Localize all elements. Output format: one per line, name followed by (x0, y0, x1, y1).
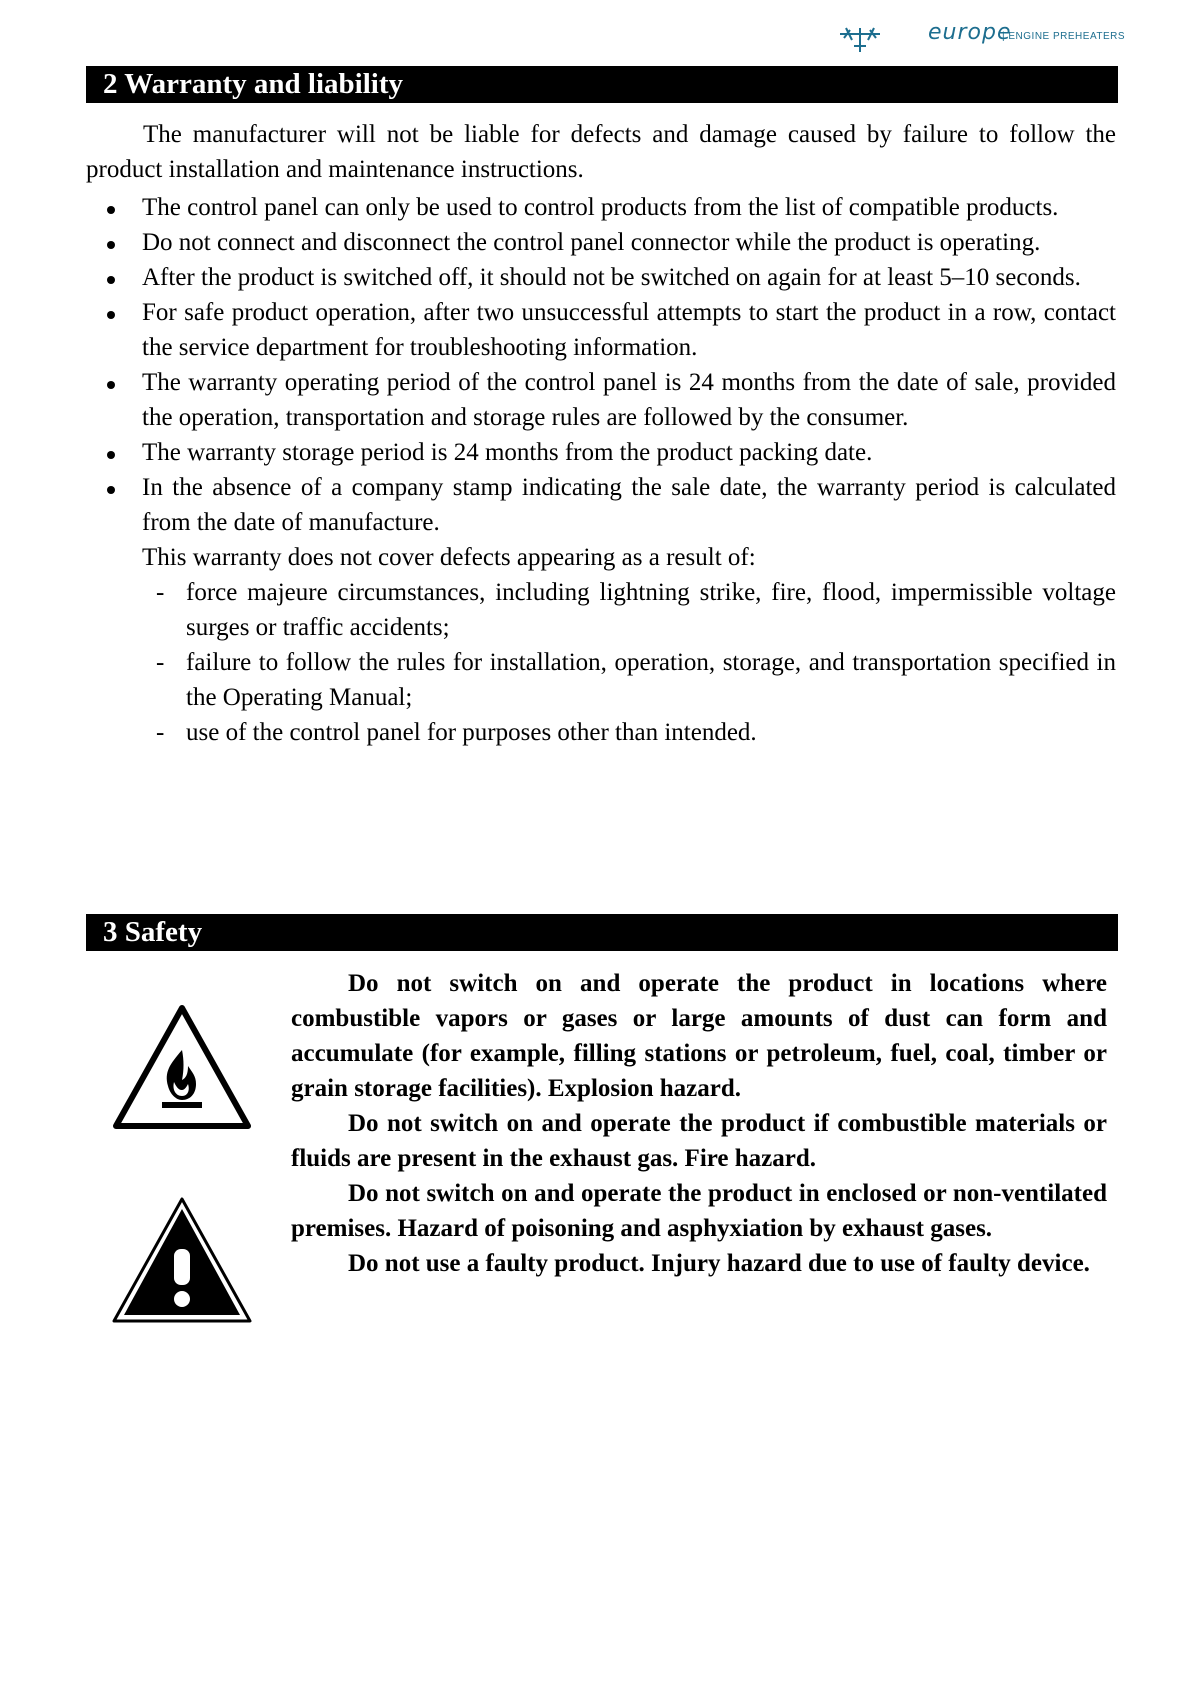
bullet-icon (107, 381, 115, 389)
dash-marker: - (156, 649, 165, 676)
safety-warnings (291, 966, 1107, 1281)
list-item: For safe product operation, after two unsuccessful attempts to start the product in a row, contact the service department for troubleshooting information. (86, 295, 1116, 365)
logo-tagline: | ENGINE PREHEATERS (1002, 31, 1126, 42)
safety-warning-explosion: Do not switch on and operate the product in locations where combustible vapors or gases or large amounts of dust can form and accumulate (for example, filling stations or petroleum, fuel, coal, timber or grain storage facilities). Explosion hazard. (291, 970, 1107, 1102)
dash-marker: - (156, 719, 165, 746)
snowflake-logo-icon (836, 26, 884, 52)
dash-marker: - (156, 579, 165, 606)
not-covered-list (86, 575, 1116, 750)
list-item: After the product is switched off, it should not be switched on again for at least 5–10 seconds. (86, 260, 1116, 295)
list-item: In the absence of a company stamp indicating the sale date, the warranty period is calculated from the date of manufacture. (86, 470, 1116, 540)
bullet-icon (107, 311, 115, 319)
list-item: - failure to follow the rules for installation, operation, storage, and transportation specified in the Operating Manual; (86, 645, 1116, 715)
list-item: - use of the control panel for purposes other than intended. (86, 715, 1116, 750)
bullet-icon (107, 451, 115, 459)
list-item: The control panel can only be used to control products from the list of compatible products. (86, 190, 1116, 225)
bullet-icon (107, 206, 115, 214)
flammable-warning-icon (110, 1002, 254, 1132)
general-warning-icon (110, 1195, 254, 1327)
bullet-icon (107, 276, 115, 284)
list-item: The warranty operating period of the control panel is 24 months from the date of sale, provided the operation, transportation and storage rules are followed by the consumer. (86, 365, 1116, 435)
not-covered-intro: This warranty does not cover defects appearing as a result of: (142, 544, 756, 571)
warranty-bullet-list (86, 190, 1116, 750)
list-item: Do not connect and disconnect the control panel connector while the product is operating. (86, 225, 1116, 260)
bullet-icon (107, 486, 115, 494)
list-item: The warranty storage period is 24 months from the product packing date. (86, 435, 1116, 470)
logo-wordmark: europe (928, 20, 1012, 45)
safety-warning-fire: Do not switch on and operate the product if combustible materials or fluids are present in the exhaust gas. Fire hazard. (291, 1110, 1107, 1172)
list-item: - force majeure circumstances, including lightning strike, fire, flood, impermissible voltage surges or traffic accidents; (86, 575, 1116, 645)
safety-warning-injury: Do not use a faulty product. Injury hazard due to use of faulty device. (348, 1250, 1090, 1277)
warranty-intro-text: The manufacturer will not be liable for defects and damage caused by failure to follow the product installation and maintenance instructions. (86, 121, 1116, 183)
warranty-intro (86, 117, 1116, 187)
safety-warning-poisoning: Do not switch on and operate the product in enclosed or non-ventilated premises. Hazard of poisoning and asphyxiation by exhaust gases. (291, 1180, 1107, 1242)
section-heading-warranty: 2 Warranty and liability (86, 66, 1118, 103)
brand-logo (836, 20, 1126, 52)
bullet-icon (107, 241, 115, 249)
section-heading-safety: 3 Safety (86, 914, 1118, 951)
